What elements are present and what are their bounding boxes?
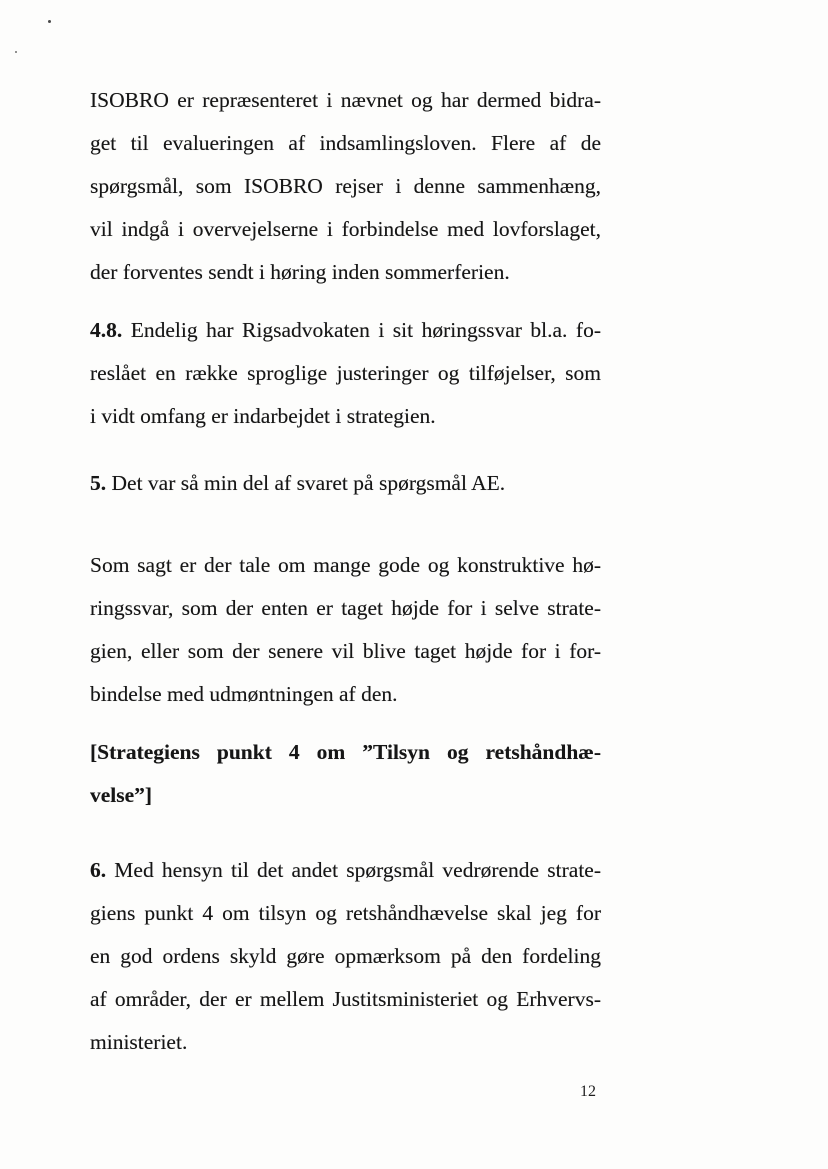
heading-strategiens-punkt-4	[90, 731, 601, 817]
text-block	[90, 79, 601, 1064]
text-line: 6. Med hensyn til det andet spørgsmål vedrørende strate-	[90, 858, 601, 882]
bold-section-number: 4.8.	[90, 318, 123, 342]
paragraph-4-8	[90, 309, 601, 438]
text-line: ISOBRO er repræsenteret i nævnet og har dermed bidra-	[90, 88, 601, 112]
text-line: 4.8. Endelig har Rigsadvokaten i sit høringssvar bl.a. fo-	[90, 318, 601, 342]
bold-section-number: 5.	[90, 471, 107, 495]
scan-speck	[48, 20, 51, 23]
text-line: der forventes sendt i høring inden sommerferien.	[90, 260, 510, 284]
text-line: spørgsmål, som ISOBRO rejser i denne sammenhæng,	[90, 174, 601, 198]
paragraph-som-sagt	[90, 544, 601, 716]
scan-speck	[15, 51, 17, 53]
paragraph-isobro	[90, 79, 601, 294]
text-line: reslået en række sproglige justeringer og tilføjelser, som	[90, 361, 601, 385]
text-line: get til evalueringen af indsamlingsloven. Flere af de	[90, 131, 601, 155]
text-line: giens punkt 4 om tilsyn og retshåndhævelse skal jeg for	[90, 901, 601, 925]
text-line: gien, eller som der senere vil blive taget højde for i for-	[90, 639, 601, 663]
page-number: 12	[580, 1083, 596, 1100]
text-line: ringssvar, som der enten er taget højde for i selve strate-	[90, 596, 601, 620]
text-line: af områder, der er mellem Justitsministeriet og Erhvervs-	[90, 987, 601, 1011]
paragraph-5	[90, 462, 601, 505]
text-line: en god ordens skyld gøre opmærksom på den fordeling	[90, 944, 601, 968]
text-line: [Strategiens punkt 4 om ”Tilsyn og retshåndhæ-	[90, 740, 601, 764]
text-line: velse”]	[90, 783, 153, 807]
text-line: vil indgå i overvejelserne i forbindelse med lovforslaget,	[90, 217, 601, 241]
text-line: ministeriet.	[90, 1030, 188, 1054]
paragraph-6	[90, 849, 601, 1064]
text-line: bindelse med udmøntningen af den.	[90, 682, 398, 706]
text-line: i vidt omfang er indarbejdet i strategien.	[90, 404, 436, 428]
bold-section-number: 6.	[90, 858, 107, 882]
text-line: Som sagt er der tale om mange gode og konstruktive hø-	[90, 553, 601, 577]
text-line: 5. Det var så min del af svaret på spørgsmål AE.	[90, 471, 506, 495]
